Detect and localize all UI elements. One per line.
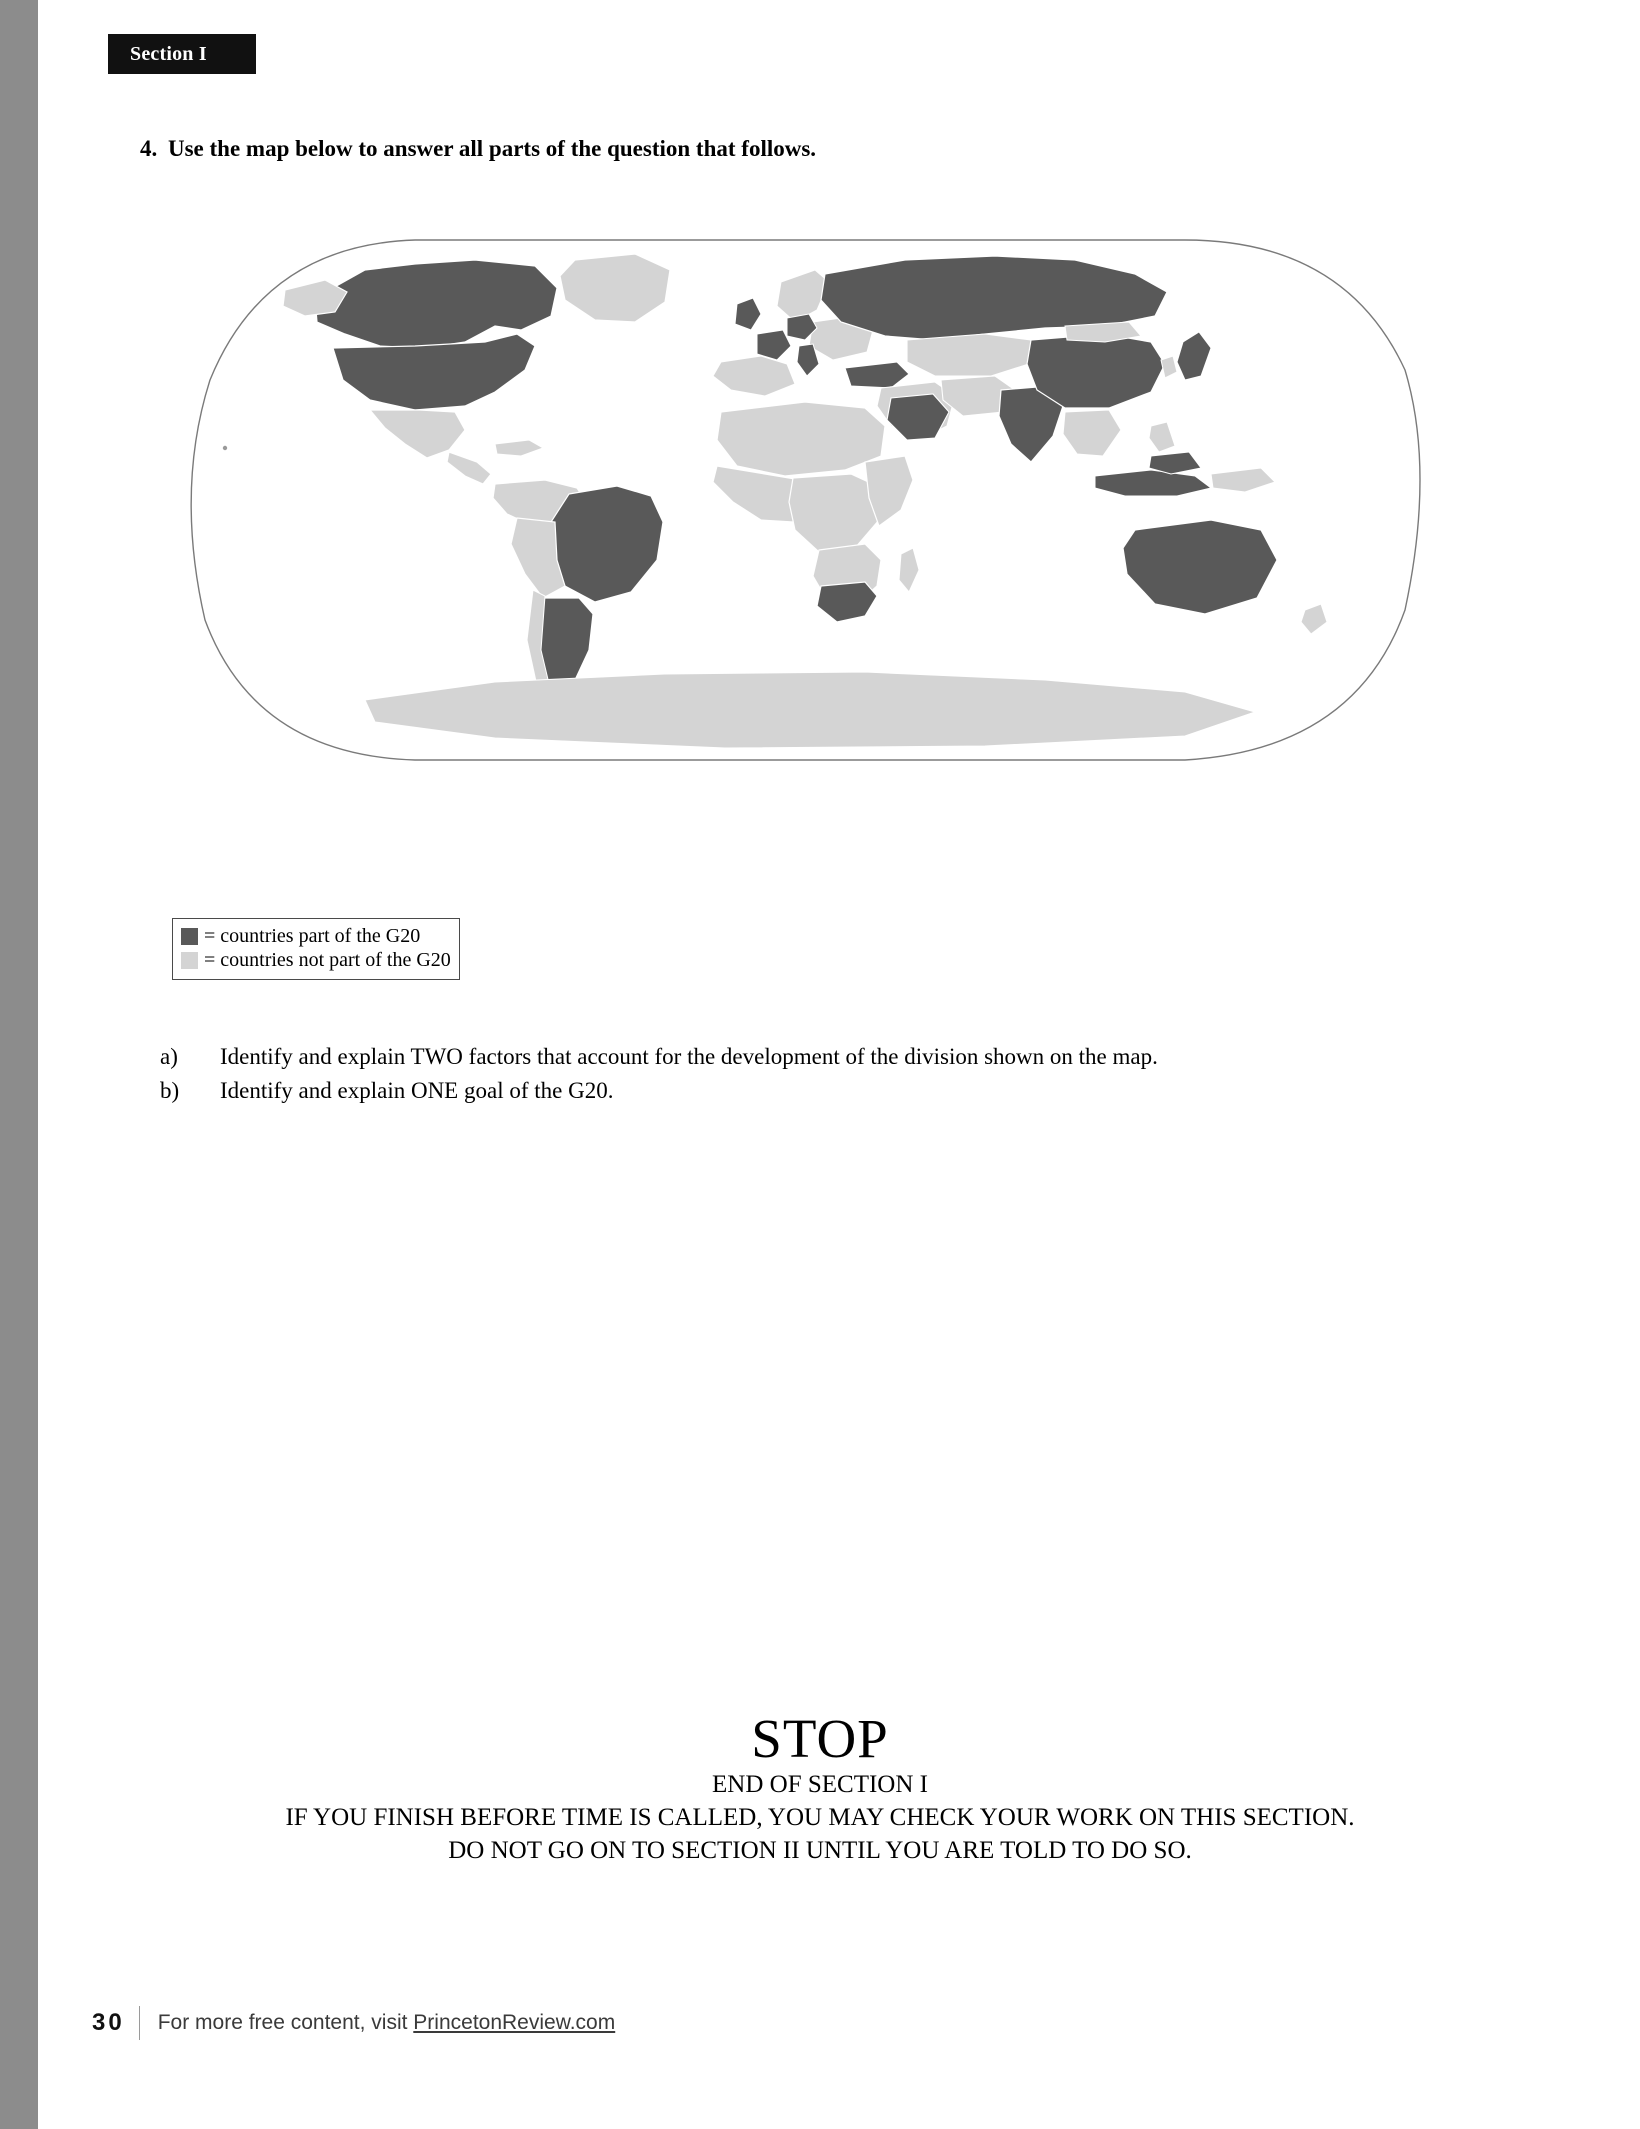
stop-line-end-of-section: END OF SECTION I bbox=[712, 1770, 928, 1798]
dark-swatch-icon bbox=[181, 928, 198, 945]
sub-question-a-label: a) bbox=[160, 1044, 178, 1069]
sub-question-a-text: Identify and explain TWO factors that account for the development of the division shown on the map. bbox=[220, 1044, 1158, 1069]
footer-link[interactable]: PrincetonReview.com bbox=[413, 2011, 616, 2034]
world-map-svg bbox=[165, 230, 1435, 870]
page-footer bbox=[92, 2006, 615, 2040]
light-swatch-icon bbox=[181, 952, 198, 969]
stop-line-check-work: IF YOU FINISH BEFORE TIME IS CALLED, YOU MAY CHECK YOUR WORK ON THIS SECTION. bbox=[285, 1803, 1355, 1831]
sub-question-b-text: Identify and explain ONE goal of the G20. bbox=[220, 1078, 614, 1103]
stop-notice bbox=[0, 1710, 1640, 1867]
legend-label-g20: = countries part of the G20 bbox=[204, 925, 421, 947]
legend-item bbox=[181, 924, 451, 948]
world-map-figure bbox=[165, 230, 1435, 870]
sub-question-b bbox=[160, 1078, 1480, 1104]
sub-questions bbox=[160, 1044, 1480, 1112]
question-number: 4. bbox=[140, 136, 158, 161]
stop-line-do-not-go-on: DO NOT GO ON TO SECTION II UNTIL YOU ARE TOLD TO DO SO. bbox=[448, 1836, 1192, 1864]
section-tab bbox=[108, 34, 256, 74]
section-tab-label: Section I bbox=[130, 42, 207, 65]
legend-item bbox=[181, 948, 451, 972]
page-number: 30 bbox=[92, 2009, 125, 2036]
footer-text-before: For more free content, visit bbox=[157, 2011, 414, 2034]
legend-label-non-g20: = countries not part of the G20 bbox=[204, 949, 451, 972]
question-prompt bbox=[140, 136, 1440, 162]
footer-divider bbox=[139, 2006, 140, 2040]
stop-word: STOP bbox=[751, 1708, 889, 1769]
footer-text bbox=[158, 2011, 616, 2035]
sub-question-b-label: b) bbox=[160, 1078, 180, 1103]
sub-question-a bbox=[160, 1044, 1480, 1070]
map-legend bbox=[172, 918, 460, 980]
island-dot bbox=[223, 446, 227, 450]
question-text: Use the map below to answer all parts of the question that follows. bbox=[168, 136, 817, 161]
